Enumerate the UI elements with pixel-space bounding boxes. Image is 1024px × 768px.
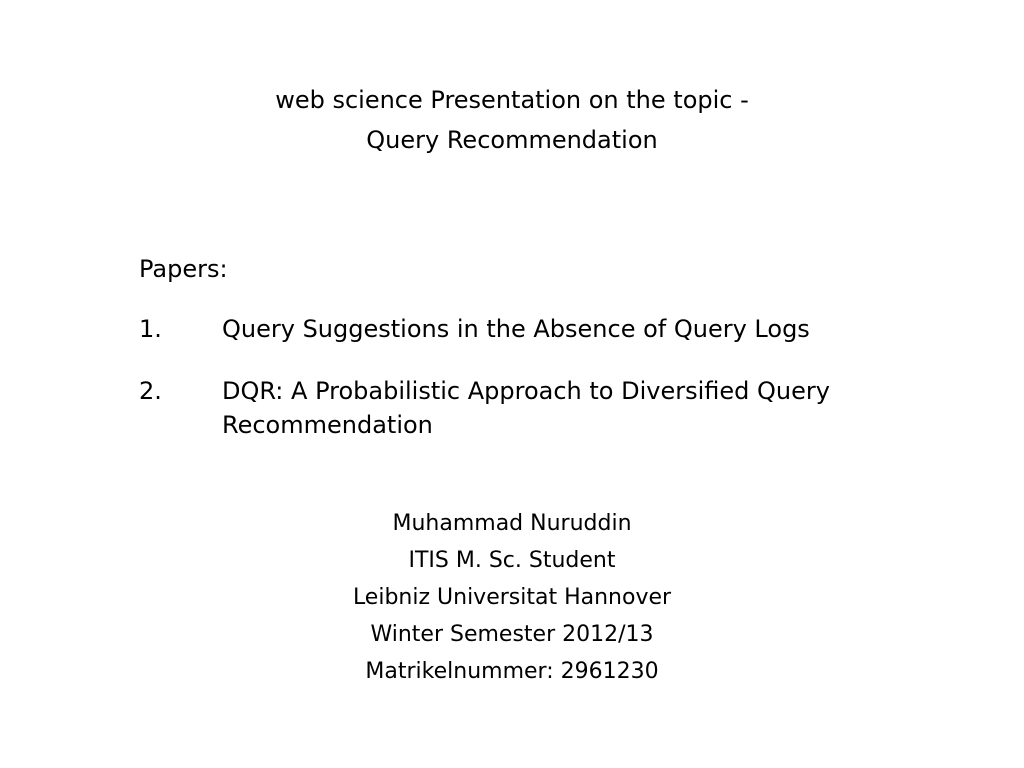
author-semester: Winter Semester 2012/13 bbox=[370, 622, 654, 647]
title-line-1: web science Presentation on the topic - bbox=[275, 86, 749, 114]
slide-title bbox=[0, 80, 1024, 160]
author-name: Muhammad Nuruddin bbox=[392, 511, 632, 536]
paper-title: DQR: A Probabilistic Approach to Diversified Query Recommendation bbox=[222, 377, 830, 439]
papers-section bbox=[139, 250, 959, 442]
author-matriculation: Matrikelnummer: 2961230 bbox=[365, 659, 659, 684]
author-program: ITIS M. Sc. Student bbox=[408, 548, 616, 573]
title-line-2: Query Recommendation bbox=[366, 126, 658, 154]
paper-list-item bbox=[139, 374, 959, 442]
paper-title: Query Suggestions in the Absence of Query Logs bbox=[222, 315, 810, 343]
paper-number: 2. bbox=[139, 377, 162, 405]
paper-list-item bbox=[139, 312, 959, 346]
papers-heading: Papers: bbox=[139, 255, 228, 283]
author-info bbox=[0, 505, 1024, 690]
author-university: Leibniz Universitat Hannover bbox=[352, 585, 672, 610]
paper-number: 1. bbox=[139, 315, 162, 343]
